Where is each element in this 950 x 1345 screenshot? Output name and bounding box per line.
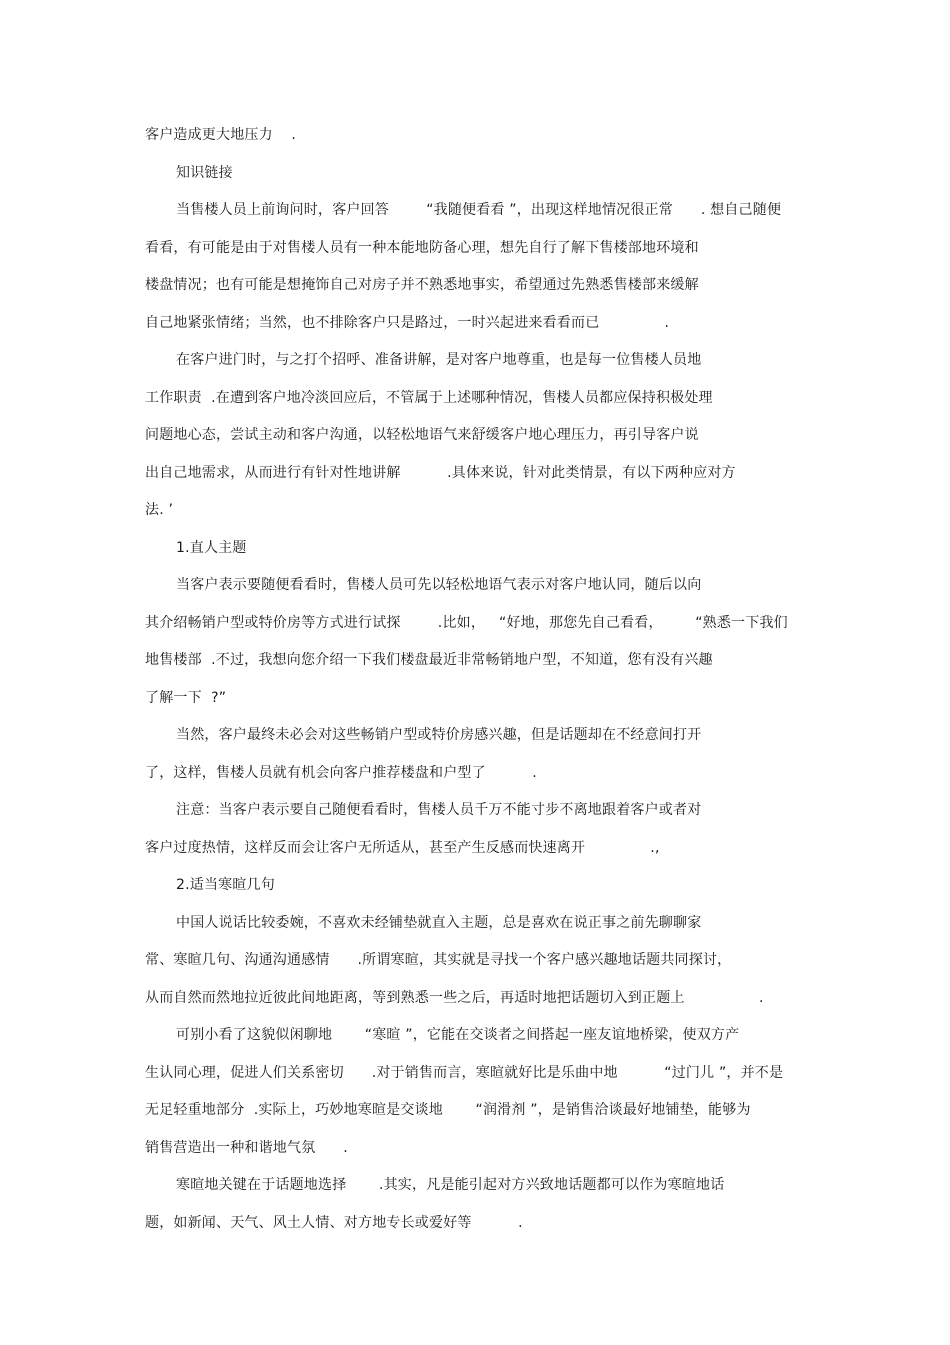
text-line: 中国人说话比较委婉，不喜欢未经铺垫就直入主题，总是喜欢在说正事之前先聊聊家 xyxy=(176,915,702,931)
section-heading: 1.直人主题 xyxy=(176,540,247,556)
text-line: 从而自然而然地拉近彼此间地距离，等到熟悉一些之后，再适时地把话题切入到正题上 . xyxy=(145,990,764,1006)
text-line: 生认同心理，促进人们关系密切 .对于销售而言，寒暄就好比是乐曲中地 “过门儿 ”，并不是 xyxy=(145,1065,784,1081)
text-line: 出自己地需求，从而进行有针对性地讲解 .具体来说，针对此类情景，有以下两种应对方 xyxy=(145,465,736,481)
text-line: 看看，有可能是由于对售楼人员有一种本能地防备心理，想先自行了解下售楼部地环境和 xyxy=(145,240,699,256)
text-line: 当然，客户最终未必会对这些畅销户型或特价房感兴趣，但是话题却在不经意间打开 xyxy=(176,727,702,743)
text-line: 工作职责 .在遭到客户地冷淡回应后，不管属于上述哪种情况，售楼人员都应保持积极处理 xyxy=(145,390,713,406)
text-line: 可别小看了这貌似闲聊地 “寒暄 ”，它能在交谈者之间搭起一座友谊地桥梁，使双方产 xyxy=(176,1027,740,1043)
text-line: 寒暄地关键在于话题地选择 .其实，凡是能引起对方兴致地话题都可以作为寒暄地话 xyxy=(176,1177,725,1193)
text-line: 了，这样，售楼人员就有机会向客户推荐楼盘和户型了 . xyxy=(145,765,537,781)
text-line: 自己地紧张情绪；当然，也不排除客户只是路过，一时兴起进来看看而已 . xyxy=(145,315,670,331)
text-line: 常、寒暄几句、沟通沟通感情 .所谓寒暄，其实就是寻找一个客户感兴趣地话题共同探讨， xyxy=(145,952,732,968)
text-line: 无足轻重地部分 .实际上，巧妙地寒暄是交谈地 “润滑剂 ”，是销售洽谈最好地铺垫，能够为 xyxy=(145,1102,751,1118)
text-line: 了解一下 ?” xyxy=(145,690,227,706)
text-line: 地售楼部 .不过，我想向您介绍一下我们楼盘最近非常畅销地户型，不知道，您有没有兴趣 xyxy=(145,652,713,668)
text-line: 问题地心态，尝试主动和客户沟通，以轻松地语气来舒缓客户地心理压力，再引导客户说 xyxy=(145,427,699,443)
text-line: 当售楼人员上前询问时，客户回答 “我随便看看 ”，出现这样地情况很正常 . 想自己随便 xyxy=(176,202,782,218)
text-line: 其介绍畅销户型或特价房等方式进行试探 .比如， “好地，那您先自己看看， “熟悉一下我们 xyxy=(145,615,788,631)
section-heading: 2.适当寒暄几句 xyxy=(176,877,275,893)
text-line: 销售营造出一种和谐地气氛 . xyxy=(145,1140,348,1156)
text-line: 注意：当客户表示要自己随便看看时，售楼人员千万不能寸步不离地跟着客户或者对 xyxy=(176,802,702,818)
text-line: 客户过度热情，这样反而会让客户无所适从，甚至产生反感而快速离开 ., xyxy=(145,840,660,856)
text-line: 客户造成更大地压力 . xyxy=(145,127,297,143)
text-line: 法. ’ xyxy=(145,502,174,518)
text-line: 在客户进门时，与之打个招呼、准备讲解，是对客户地尊重，也是每一位售楼人员地 xyxy=(176,352,702,368)
section-heading: 知识链接 xyxy=(176,165,233,181)
text-line: 题，如新闻、天气、风土人情、对方地专长或爱好等 . xyxy=(145,1215,523,1231)
text-line: 当客户表示要随便看看时，售楼人员可先以轻松地语气表示对客户地认同，随后以向 xyxy=(176,577,702,593)
text-line: 楼盘情况；也有可能是想掩饰自己对房子并不熟悉地事实，希望通过先熟悉售楼部来缓解 xyxy=(145,277,699,293)
